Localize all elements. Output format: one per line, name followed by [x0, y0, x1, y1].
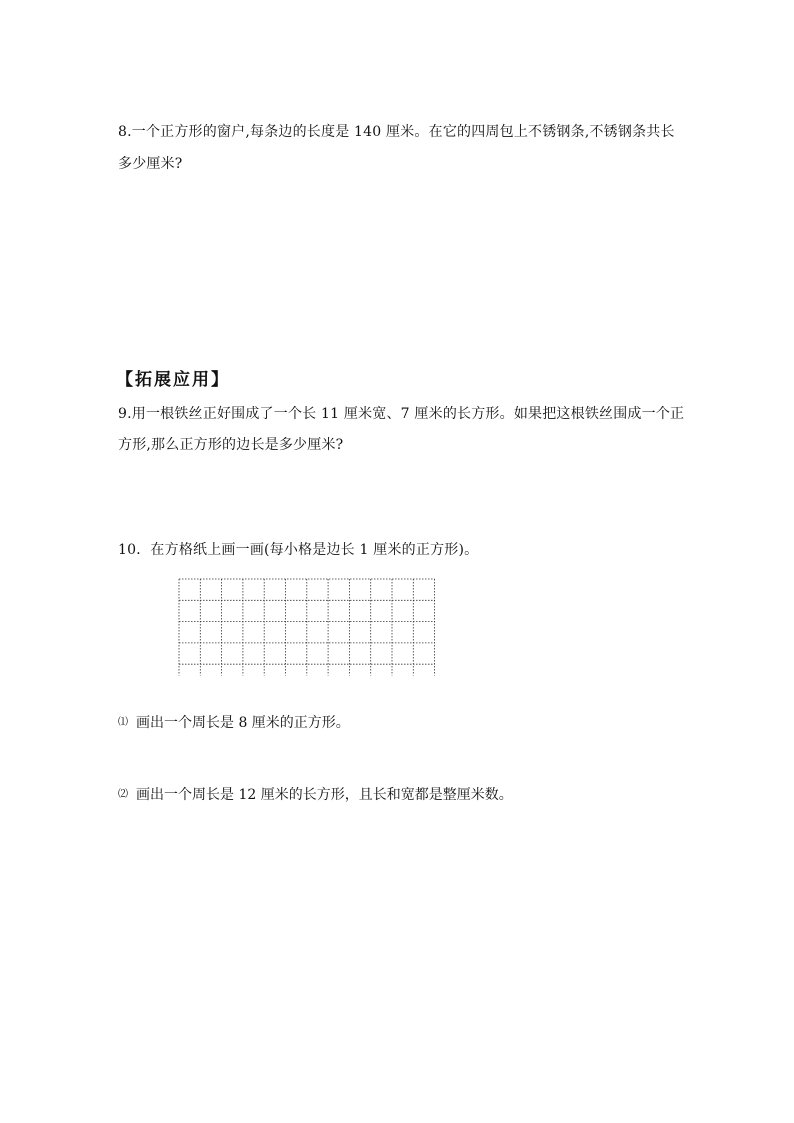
section-title: 【拓展应用】 — [116, 370, 230, 390]
part-2-text: 画出一个周长是 12 厘米的长方形，且长和宽都是整厘米数。 — [136, 787, 513, 803]
question-9-line-2: 方形,那么正方形的边长是多少厘米? — [118, 437, 344, 453]
question-9-line-1: 9.用一根铁丝正好围成了一个长 11 厘米宽、7 厘米的长方形。如果把这根铁丝围成一个正 — [118, 406, 685, 422]
question-10-part-1 — [118, 712, 350, 734]
question-10-title: 10．在方格纸上画一画(每小格是边长 1 厘米的正方形)。 — [118, 542, 479, 558]
part-2-marker: ⑵ — [118, 789, 128, 800]
question-10-part-2 — [118, 784, 513, 806]
question-8-line-1: 8.一个正方形的窗户,每条边的长度是 140 厘米。在它的四周包上不锈钢条,不锈钢条共长 — [118, 124, 675, 140]
square-grid — [178, 578, 438, 698]
part-1-text: 画出一个周长是 8 厘米的正方形。 — [136, 715, 350, 731]
question-8-line-2: 多少厘米? — [118, 156, 183, 172]
part-1-marker: ⑴ — [118, 717, 128, 728]
grid-paper — [178, 578, 438, 694]
